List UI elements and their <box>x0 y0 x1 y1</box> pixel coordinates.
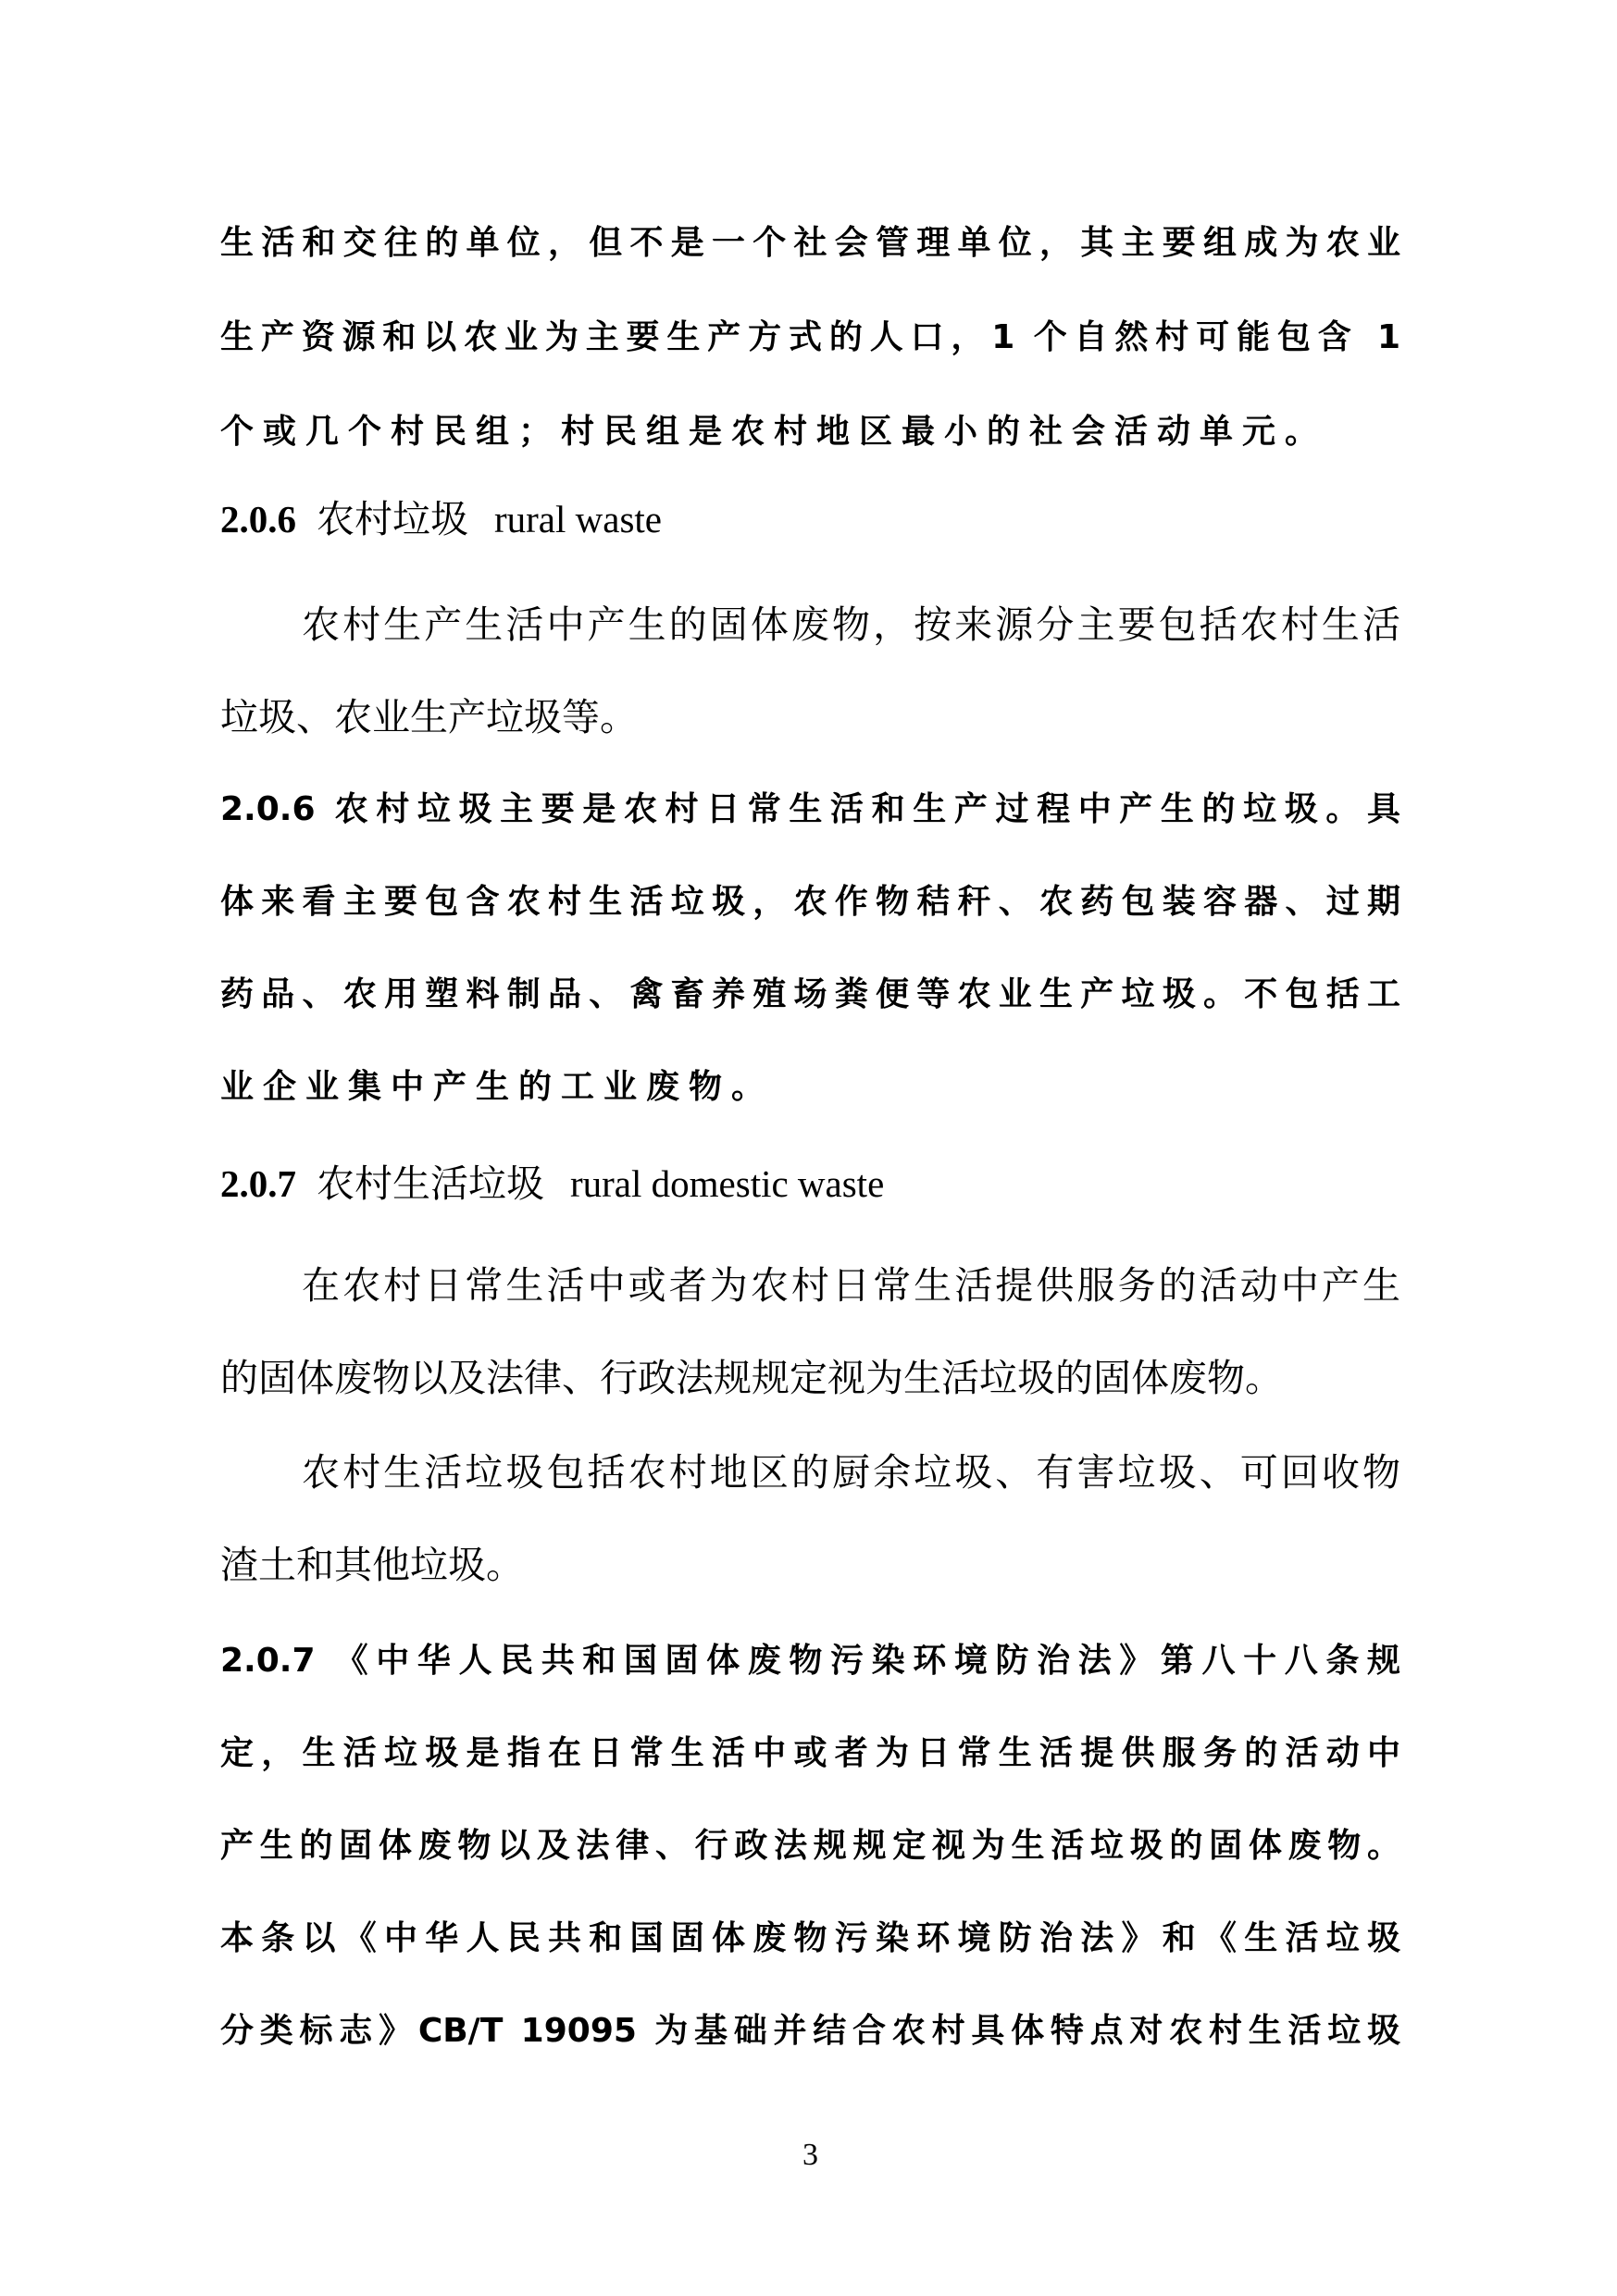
explanation-line: 业企业集中产生的工业废物。 <box>220 1068 775 1106</box>
term-number: 2.0.7 <box>220 1162 296 1205</box>
explanation-line: 分类标志》CB/T 19095 为基础并结合农村具体特点对农村生活垃圾 <box>220 2012 1400 2050</box>
definition-line: 在农村日常生活中或者为农村日常生活提供服务的活动中产生 <box>302 1263 1400 1308</box>
definition-line: 农村生活垃圾包括农村地区的厨余垃圾、有害垃圾、可回收物 <box>302 1450 1400 1495</box>
explanation-line: 生产资源和以农业为主要生产方式的人口，1 个自然村可能包含 1 <box>220 318 1400 356</box>
definition-line: 垃圾、农业生产垃圾等。 <box>220 695 638 739</box>
explanation-line: 2.0.7 《中华人民共和国固体废物污染环境防治法》第八十八条规 <box>220 1642 1400 1680</box>
term-heading-2-0-6 <box>220 487 662 552</box>
definition-line: 农村生产生活中产生的固体废物，按来源分主要包括农村生活 <box>302 602 1400 647</box>
document-page <box>220 0 1400 2296</box>
page-number: 3 <box>802 2138 818 2172</box>
explanation-line: 2.0.6 农村垃圾主要是农村日常生活和生产过程中产生的垃圾。具 <box>220 790 1400 828</box>
explanation-line: 个或几个村民组；村民组是农村地区最小的社会活动单元。 <box>220 413 1328 451</box>
term-chinese: 农村生活垃圾 <box>317 1162 544 1205</box>
definition-line: 渣土和其他垃圾。 <box>220 1543 524 1587</box>
term-heading-2-0-7 <box>220 1151 884 1216</box>
explanation-line: 药品、农用塑料制品、禽畜养殖场粪便等农业生产垃圾。不包括工 <box>220 975 1400 1013</box>
explanation-line: 定，生活垃圾是指在日常生活中或者为日常生活提供服务的活动中 <box>220 1734 1400 1772</box>
definition-line: 的固体废物以及法律、行政法规规定视为生活垃圾的固体废物。 <box>220 1356 1283 1400</box>
explanation-line: 生活和交往的单位，但不是一个社会管理单位，其主要组成为农业 <box>220 224 1400 262</box>
explanation-line: 产生的固体废物以及法律、行政法规规定视为生活垃圾的固体废物。 <box>220 1827 1400 1865</box>
term-english: rural waste <box>494 498 662 540</box>
term-number: 2.0.6 <box>220 498 296 540</box>
explanation-line: 体来看主要包含农村生活垃圾，农作物秸秆、农药包装容器、过期 <box>220 883 1400 921</box>
term-english: rural domestic waste <box>570 1162 885 1205</box>
explanation-line: 本条以《中华人民共和国固体废物污染环境防治法》和《生活垃圾 <box>220 1919 1400 1957</box>
term-chinese: 农村垃圾 <box>317 498 468 540</box>
